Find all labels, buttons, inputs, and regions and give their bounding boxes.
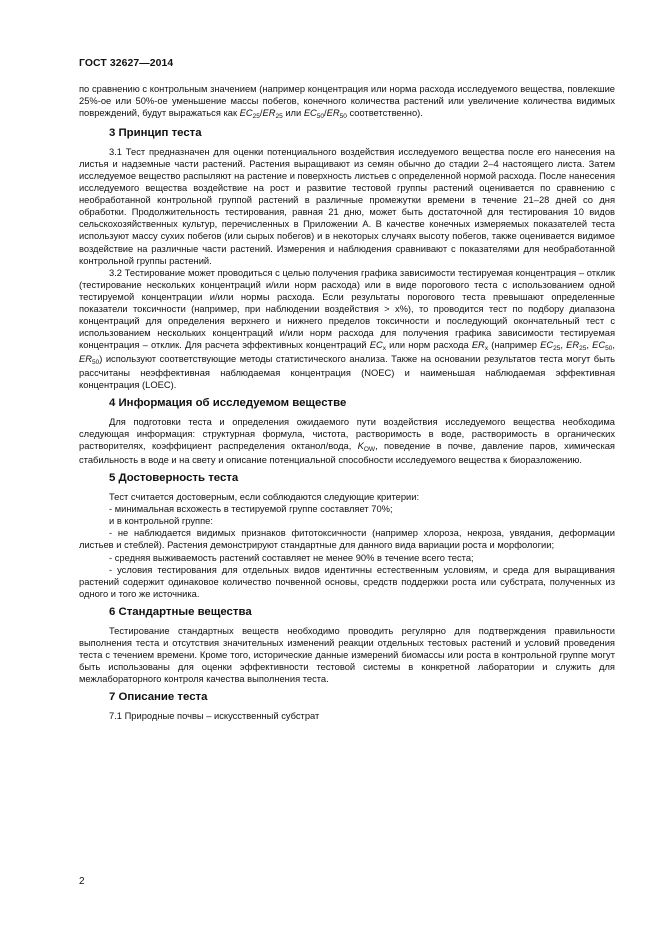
comma: , [612,339,615,350]
slash: / [324,108,327,119]
s5-control-group-label: и в контрольной группе: [109,516,213,527]
section-7-1-paragraph: 7.1 Природные почвы – искусственный субстрат [109,710,320,721]
er50-sub: 50 [91,358,100,366]
comma: , [586,339,593,350]
section-3-heading: 3 Принцип теста [109,127,202,140]
ec25-sub: 25 [252,113,260,121]
ec25-sub: 25 [553,344,561,352]
er25-term: ER [566,339,580,350]
section-3-1-paragraph: 3.1 Тест предназначен для оценки потенциального воздействия исследуемого вещества после его нанесения на листья и надземные части растений. Растения выращивают из семян обычно до стадии 2–4 настоящего листа. Затем исследуемое вещество распыляют на растение и поверхность листьев с определенной нормой расхода. После нанесения исследуемого вещества воздействие на рост и развитие тестовой группы растений оценивается по сравнению с необработанной контрольной группой растений в различные промежутки времени в течение 21–28 дней со дня обработки. Продолжительность тестирования, равная 21 дню, может быть достаточной для тестирования 10 видов сельскохозяйственных культур, перечисленных в Приложении А. В качестве конечных измеряемых показателей теста используют массу сухих побегов (или сырых побегов) и в некоторых случаях высоту побегов, также оценивается видимое воздействие на различные части растений. Измерения и наблюдения сравнивают с показателями для необработанной контрольной группы растений. [79,147,615,266]
intro-paragraph [79,83,615,121]
section-7-heading: 7 Описание теста [109,690,208,703]
kow-sub: OW [363,446,376,454]
ec25-term: EC [540,339,554,350]
document-page [79,58,615,722]
section-4-paragraph [79,416,615,466]
er25-sub: 25 [275,113,283,121]
intro-text-2: соответственно). [346,108,423,119]
er25-sub: 25 [579,344,587,352]
ec50-term: EC [592,339,606,350]
comma: , [560,339,567,350]
ec50-sub: 50 [605,344,613,352]
s32-text-b: или норм расхода [386,339,472,350]
kow-term: K [357,441,364,452]
intro-text-1: по сравнению с контрольным значением (например концентрация или норма расхода исследуемого вещества, повлекшие 25%-ое или 50%-ое уменьшение массы побегов, конечного количества растений или увеличение количества видимых повреждений, будут выражаться как [79,84,615,119]
ecx-term: EC [369,339,383,350]
s4-text-a: Для подготовки теста и определения ожидаемого пути воздействия исследуемого вещества необходима следующая информация: структурная формула, чистота, растворимость в воде, растворимость в органических растворителях, коэффициент распределения октанол/вода, [79,417,615,452]
section-6-heading: 6 Стандартные вещества [109,605,252,618]
s32-text-d: ) используют соответствующие методы статистического анализа. Также на основании результатов теста могут быть рассчитаны неэффективная наблюдаемая концентрация (NOEC) и наименьшая наблюдаемая эффективная концентрация (LOEC). [79,353,615,391]
ec50-sub: 50 [316,113,325,121]
s5-criterion-phytotoxicity: - не наблюдается видимых признаков фитотоксичности (например хлороза, некроза, увядания, деформации листьев и стеблей). Растения демонстрируют стандартные для данного вида вариации роста и морфологии; [79,528,615,551]
s5-criterion-survival: - средняя выживаемость растений составляет не менее 90% в течение всего теста; [109,552,474,563]
er50-term: ER [326,108,340,119]
ecx-sub: x [382,344,386,352]
erx-sub: x [484,344,489,352]
er25-term: ER [262,108,276,119]
s4-text-b: , поведение в почве, давление паров, химическая стабильность в воде и на свету и описание потенциальной способности исследуемого вещества к биоразложению. [79,441,615,466]
s32-text-c: (например [488,339,541,350]
ec25-term: EC [239,108,253,119]
or-text: или [282,108,304,119]
er50-term: ER [79,353,92,364]
ec50-term: EC [303,108,317,119]
erx-term: ER [471,339,485,350]
page-number: 2 [79,876,85,887]
slash: / [259,108,263,119]
s5-criteria-intro: Тест считается достоверным, если соблюдаются следующие критерии: [109,492,420,503]
section-5-heading: 5 Достоверность теста [109,472,239,485]
s5-criterion-conditions: - условия тестирования для отдельных видов идентичны естественным условиям, и среда для выращивания растений содержит одинаковое количество почвенной основы, средств поддержки роста или субстрата, полученных из одного и того же источника. [79,564,615,599]
section-3-2-paragraph [79,267,615,391]
er50-sub: 50 [339,113,347,121]
section-4-heading: 4 Информация об исследуемом веществе [109,397,347,410]
document-header: ГОСТ 32627—2014 [79,58,174,69]
s32-text-a: 3.2 Тестирование может проводиться с целью получения графика зависимости тестируемая концентрация – отклик (тестирование нескольких концентраций и/или норм расхода) или в виде порогового теста с использованием одной тестируемой концентрации и/или нормы расхода. Если результаты порогового теста превышают определенные показатели токсичности (например, при наблюдении воздействия > x%), то проводится тест по подбору диапазона концентраций для определения верхнего и нижнего пределов токсичности и последующий окончательный тест с использованием нескольких концентраций и/или норм расхода для получения графика зависимости тестируемая концентрация – отклик. Для расчета эффективных концентраций [79,267,615,350]
s5-criterion-germination: - минимальная всхожесть в тестируемой группе составляет 70%; [109,504,393,515]
section-6-paragraph: Тестирование стандартных веществ необходимо проводить регулярно для подтверждения правильности выполнения теста и отсутствия значительных изменений реакции отдельных тестовых растений и условий проведения теста с течением времени. Кроме того, исторические данные измерений биомассы или роста в контрольной группе могут быть использованы для оценки эффективности тестовой системы в конкретной лаборатории и служить для межлабораторного контроля качества выполнения теста. [79,625,615,684]
